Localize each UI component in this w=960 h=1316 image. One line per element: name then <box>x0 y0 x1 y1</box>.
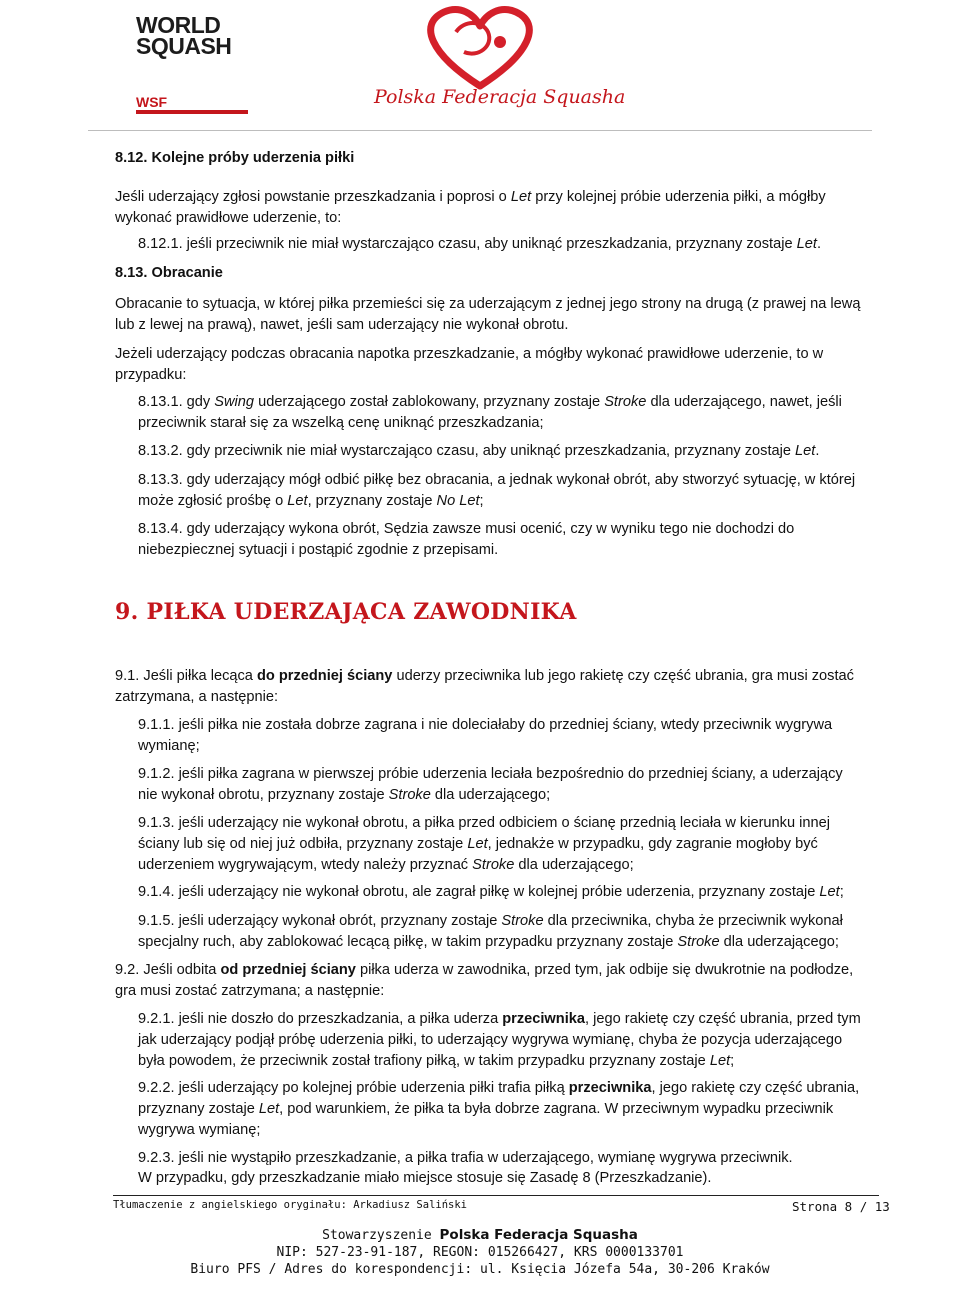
section-8-12-paragraph <box>115 187 835 229</box>
text-run: , jego rakietę czy część ubrania, przed tym jak uderzający podjął próbę uderzenia piłki, to uderzający wygrywa wymianę, chyba że pozycja uderzającego była powodem, że przeciwnik został trafiony piłką, w takim przypadku przyznany zostaje <box>138 1011 861 1069</box>
page-number: Strona 8 / 13 <box>792 1199 890 1214</box>
text-run: 9.2. Jeśli odbita <box>115 962 221 978</box>
footer-address: Biuro PFS / Adres do korespondencji: ul. Księcia Józefa 54a, 30-206 Kraków <box>190 1262 770 1277</box>
section-9-1 <box>115 666 865 708</box>
section-9-1-3 <box>138 813 863 876</box>
italic-term: No Let <box>436 493 480 509</box>
italic-term: Let <box>796 236 817 252</box>
header-divider <box>88 130 872 131</box>
section-8-13-4: 8.13.4. gdy uderzający wykona obrót, Sędzia zawsze musi ocenić, czy w wyniku tego nie dochodzi do niebezpiecznej sytuacji i postąpić zgodnie z przepisami. <box>138 521 795 558</box>
section-9-heading: 9. PIŁKA UDERZAJĄCA ZAWODNIKA <box>115 599 577 625</box>
text-run: , jednakże w przypadku, gdy zagranie mogłoby być uderzeniem wygrywającym, wtedy należy przyznać <box>138 836 818 873</box>
text-run: uderzającego został zablokowany, przyznany zostaje <box>254 394 605 410</box>
text-run: uderzy przeciwnika lub jego rakietę czy część ubrania, gra musi zostać zatrzymana, a następnie: <box>115 668 854 705</box>
italic-term: Let <box>795 443 816 459</box>
italic-term: Stroke <box>388 787 431 803</box>
text-run: 8.12.1. jeśli przeciwnik nie miał wystarczająco czasu, aby uniknąć przeszkadzania, przyznany zostaje <box>138 236 797 252</box>
text-run: dla przeciwnika, chyba że przeciwnik wykonał specjalny ruch, aby zablokować lecącą piłkę, w takim przypadku przyznany zostaje <box>138 913 843 950</box>
section-8-13-2 <box>138 441 863 462</box>
bold-term: do przedniej ściany <box>256 668 393 684</box>
section-8-12-1 <box>138 234 878 255</box>
section-8-13-1 <box>138 392 863 434</box>
text-run: . <box>815 443 820 459</box>
footer-divider <box>113 1195 879 1196</box>
text-run: ; <box>839 884 844 900</box>
text-run: 9.1.5. jeśli uderzający wykonał obrót, przyznany zostaje <box>138 913 502 929</box>
page-header <box>0 0 960 132</box>
italic-term: Swing <box>214 394 255 410</box>
pfs-logo-text: Polska Federacja Squasha <box>374 86 626 108</box>
footer-ids: NIP: 527-23-91-187, REGON: 015266427, KRS 0000133701 <box>276 1245 684 1260</box>
footer-org-line <box>0 1227 960 1244</box>
section-8-13-3 <box>138 470 863 512</box>
text-run: dla uderzającego; <box>719 934 839 950</box>
text-run: ; <box>730 1053 735 1069</box>
text-run: ; <box>479 493 484 509</box>
world-squash-logo <box>130 8 240 120</box>
italic-term: Let <box>510 189 532 205</box>
text-run: dla uderzającego, nawet, jeśli przeciwnik starał się za wszelką cenę uniknąć przeszkadzania; <box>138 394 842 431</box>
section-9-1-5 <box>138 911 863 953</box>
italic-term: Let <box>467 836 488 852</box>
wsf-red-bar <box>136 110 248 114</box>
footer-org-prefix: Stowarzyszenie <box>322 1228 440 1243</box>
footer-org-name: Polska Federacja Squasha <box>439 1227 638 1243</box>
text-run: 8.13.3. gdy uderzający mógł odbić piłkę bez obracania, a jednak wykonał obrót, aby stworzyć sytuację, w której może zgłosić prośbę o <box>138 472 856 509</box>
text-run: przy kolejnej próbie uderzenia piłki, a mógłby wykonać prawidłowe uderzenie, to: <box>115 189 826 226</box>
text-run: 9.1.3. jeśli uderzający nie wykonał obrotu, a piłka przed odbiciem o ścianę przednią leciała w kierunku innej ściany lub się od niej już odbiła, przyznany zostaje <box>138 815 830 852</box>
text-run: 8.13.2. gdy przeciwnik nie miał wystarczająco czasu, aby uniknąć przeszkadzania, przyznany zostaje <box>138 443 796 459</box>
bold-term: od przedniej ściany <box>220 962 356 978</box>
text-run: 9.1.2. jeśli piłka zagrana w pierwszej próbie uderzenia leciała bezpośrednio do przedniej ściany, a uderzający nie wykonał obrotu, przyznany zostaje <box>138 766 843 803</box>
section-9-2-1 <box>138 1009 863 1072</box>
section-9-2-2 <box>138 1078 863 1141</box>
text-run: piłka uderza w zawodnika, przed tym, jak odbije się dwukrotnie na podłodze, gra musi zostać zatrzymana; a następnie: <box>115 962 854 999</box>
section-8-13-paragraph-2: Jeżeli uderzający podczas obracania napotka przeszkadzanie, a mógłby wykonać prawidłowe uderzenie, to w przypadku: <box>115 346 824 383</box>
italic-term: Let <box>819 884 840 900</box>
text-run: dla uderzającego; <box>430 787 551 803</box>
section-9-1-1: 9.1.1. jeśli piłka nie została dobrze zagrana i nie doleciałaby do przedniej ściany, wtedy przeciwnik wygrywa wymianę; <box>138 717 833 754</box>
section-8-12-title: 8.12. Kolejne próby uderzenia piłki <box>115 150 355 166</box>
text-run: , pod warunkiem, że piłka ta była dobrze zagrana. W przeciwnym wypadku przeciwnik wygrywa wymianę; <box>138 1101 834 1138</box>
italic-term: Let <box>258 1101 280 1117</box>
bold-term: przeciwnika <box>568 1080 652 1096</box>
section-9-1-2 <box>138 764 863 806</box>
section-9-2-3-line2: W przypadku, gdy przeszkadzanie miało miejsce stosuje się Zasadę 8 (Przeszkadzanie). <box>138 1170 712 1186</box>
text-run: 9.1.4. jeśli uderzający nie wykonał obrotu, ale zagrał piłkę w kolejnej próbie uderzenia, przyznany zostaje <box>138 884 820 900</box>
text-run: 9.1. Jeśli piłka lecąca <box>115 668 257 684</box>
text-run: 8.13.1. gdy <box>138 394 215 410</box>
pfs-logo <box>360 2 626 122</box>
text-run: , przyznany zostaje <box>307 493 437 509</box>
wsf-label: WSF <box>136 94 168 110</box>
text-run: dla uderzającego; <box>514 857 634 873</box>
section-8-13-title: 8.13. Obracanie <box>115 265 223 281</box>
italic-term: Stroke <box>472 857 515 873</box>
world-squash-logo-line2: SQUASH <box>136 33 232 59</box>
world-squash-logo-line1: WORLD <box>136 12 221 38</box>
pfs-heart-icon <box>360 2 600 92</box>
section-9-1-4 <box>138 882 863 903</box>
italic-term: Stroke <box>604 394 647 410</box>
translation-note: Tłumaczenie z angielskiego oryginału: Arkadiusz Saliński <box>113 1199 468 1211</box>
footer-organization <box>0 1227 960 1278</box>
bold-term: przeciwnika <box>502 1011 585 1027</box>
italic-term: Let <box>709 1053 731 1069</box>
italic-term: Stroke <box>677 934 720 950</box>
text-run: 9.2.1. jeśli nie doszło do przeszkadzania, a piłka uderza <box>138 1011 503 1027</box>
section-9-2 <box>115 960 865 1002</box>
italic-term: Let <box>287 493 308 509</box>
text-run: 9.2.2. jeśli uderzający po kolejnej próbie uderzenia piłki trafia piłką <box>138 1080 569 1096</box>
section-9-2-3-line1: 9.2.3. jeśli nie wystąpiło przeszkadzanie, a piłka trafia w uderzającego, wymianę wygrywa przeciwnik. <box>138 1150 793 1166</box>
text-run: . <box>816 236 822 252</box>
italic-term: Stroke <box>501 913 544 929</box>
text-run: , jego rakietę czy część ubrania, przyznany zostaje <box>138 1080 860 1117</box>
text-run: Jeśli uderzający zgłosi powstanie przeszkadzania i poprosi o <box>115 189 511 205</box>
section-8-13-paragraph-1: Obracanie to sytuacja, w której piłka przemieści się za uderzającym z jednej jego strony na drugą (z prawej na lewą lub z lewej na prawą), nawet, jeśli sam uderzający nie wykonał obrotu. <box>115 296 861 333</box>
